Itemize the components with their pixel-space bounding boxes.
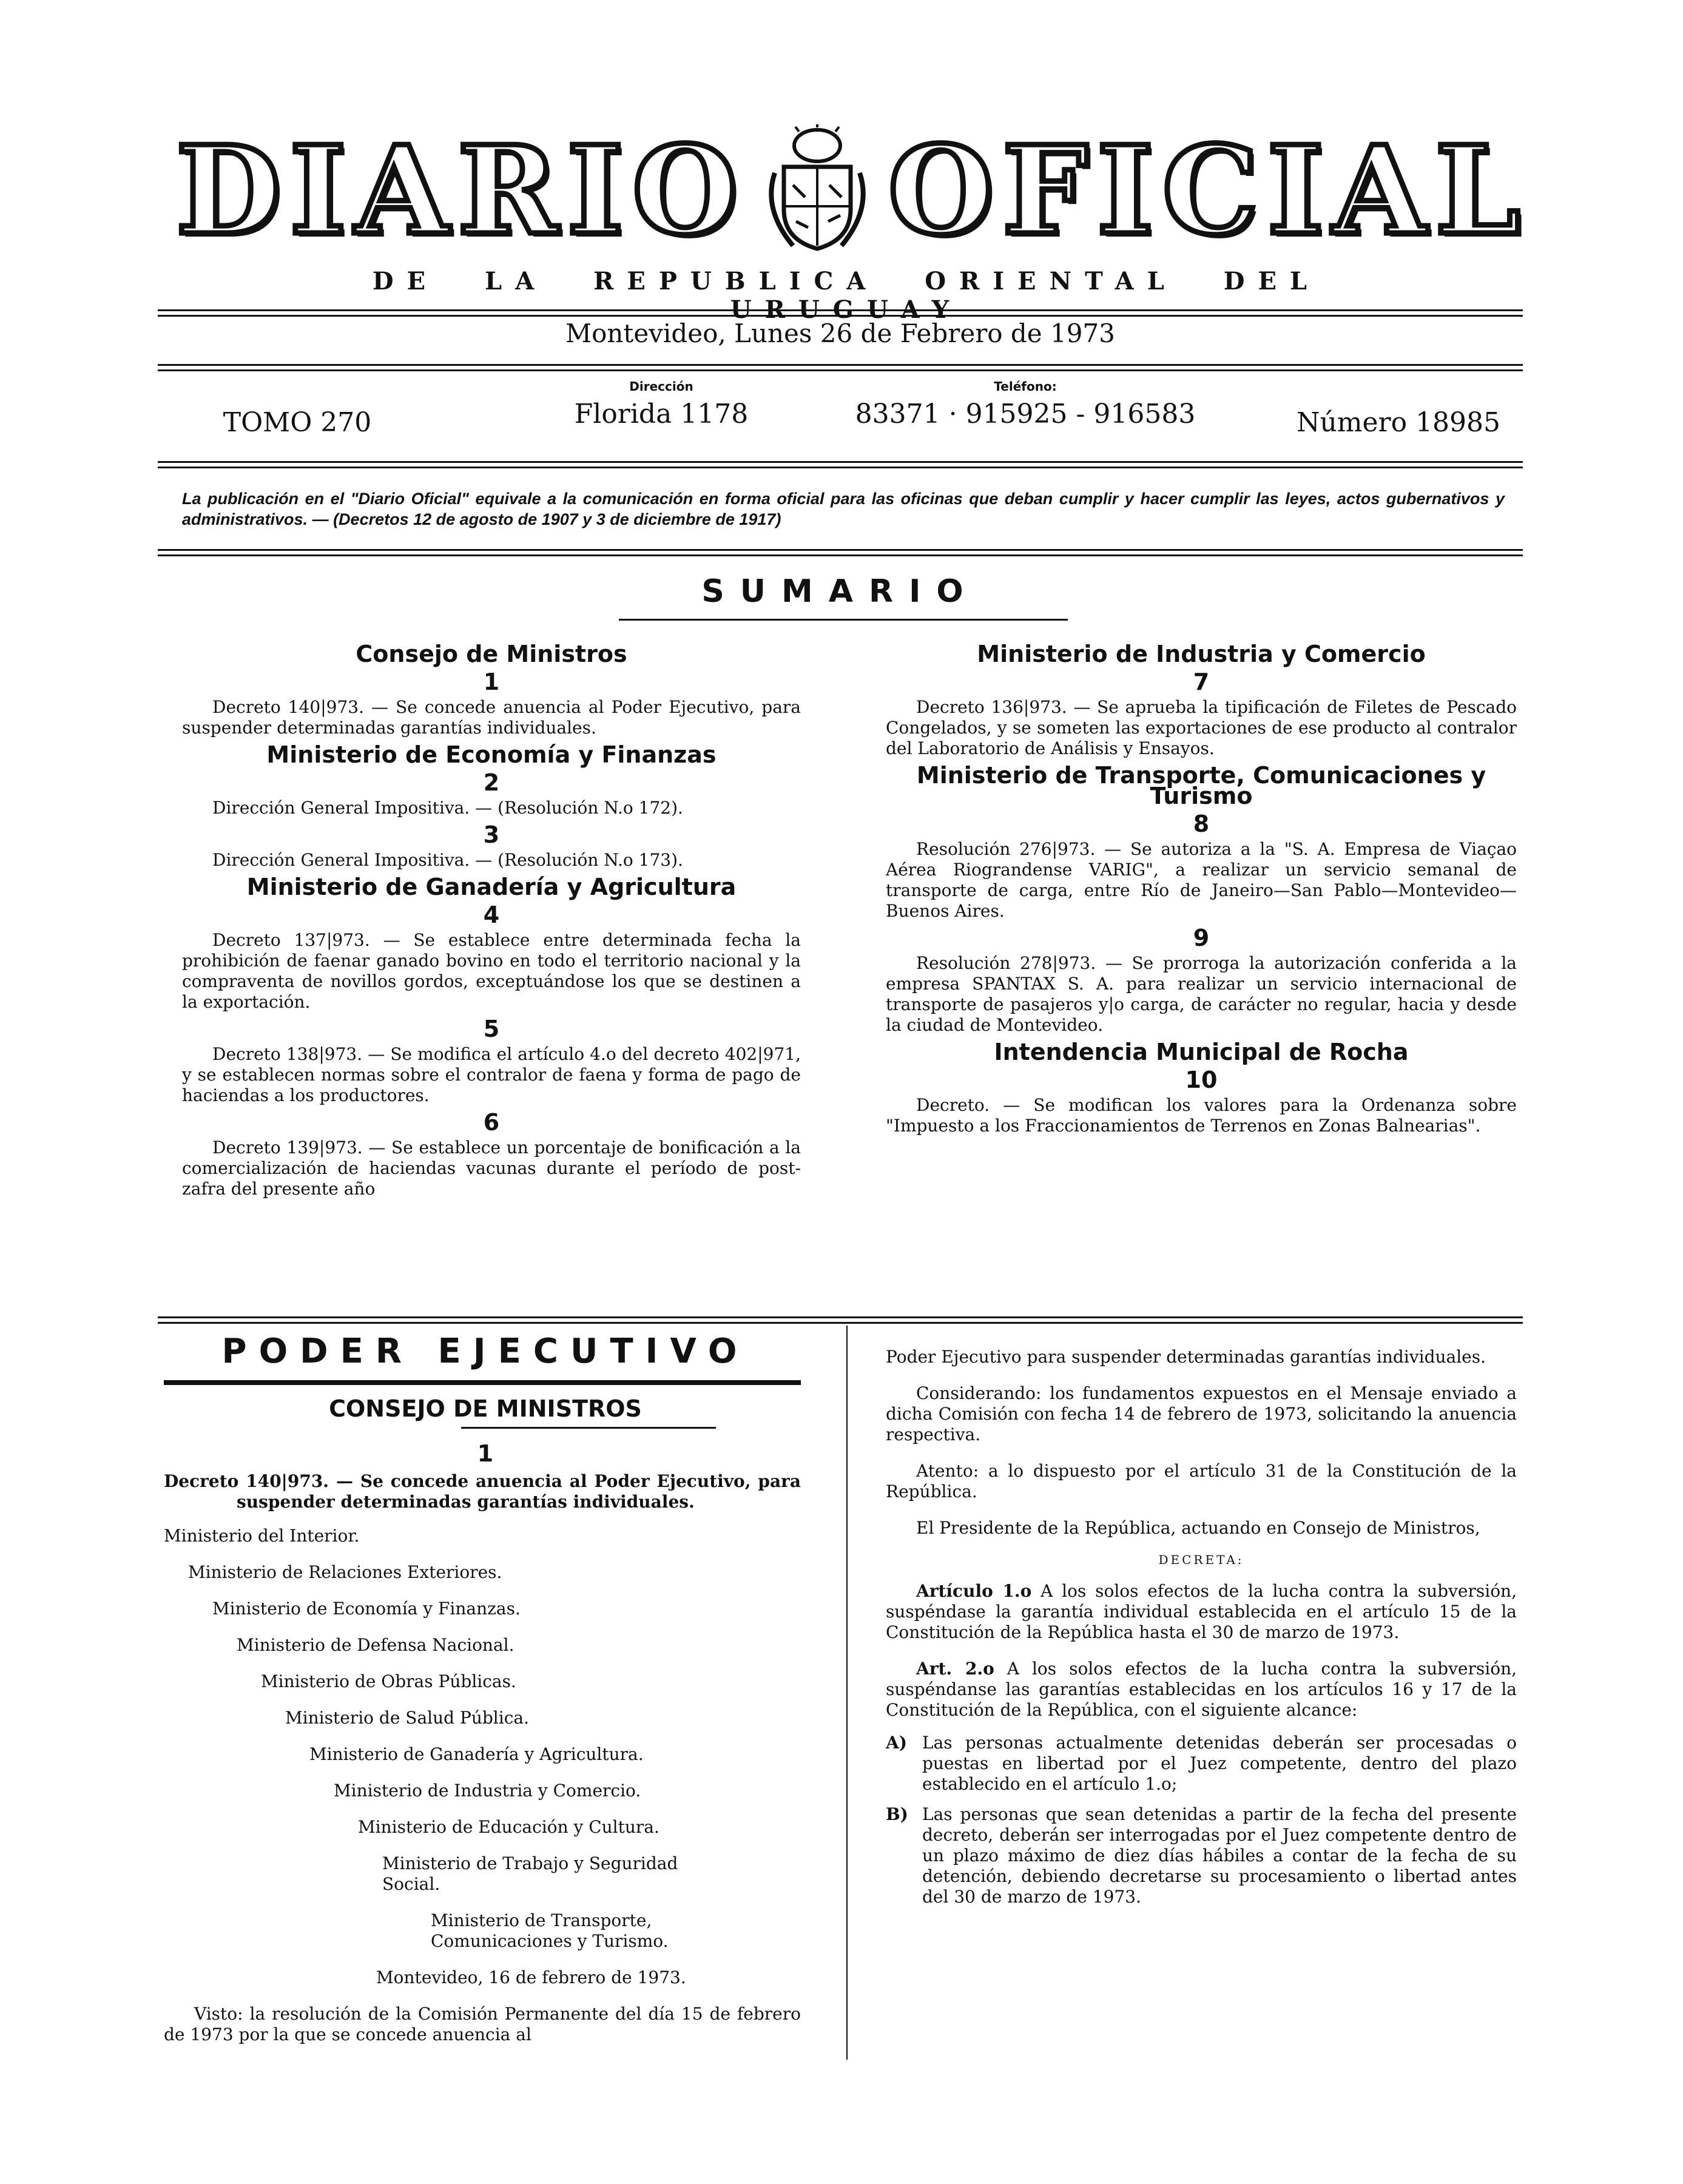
legal-notice: La publicación en el "Diario Oficial" equivale a la comunicación en forma oficial para las oficinas que deban cumplir y hacer cumplir las leyes, actos gubernativos y administrativos. — (Decretos 12 de agosto de 1907 y 3 de diciembre de 1917) (182, 490, 1505, 528)
divider (619, 619, 1068, 621)
telefono-label: Teléfono: (994, 379, 1057, 394)
masthead-title-right: OFICIAL (888, 120, 1529, 262)
divider (158, 549, 1523, 556)
item-a-label: A) (886, 1733, 907, 1753)
visto-paragraph: Visto: la resolución de la Comisión Permanente del día 15 de febrero de 1973 por la que se concede anuencia al (164, 2004, 801, 2044)
right-intro: Poder Ejecutivo para suspender determinadas garantías individuales. (886, 1347, 1486, 1367)
divider (158, 461, 1523, 468)
info-row (164, 379, 1529, 452)
sumario-number: 3 (483, 821, 500, 848)
sumario-section-head: Consejo de Ministros (356, 641, 627, 667)
sumario-entry: Decreto 140|973. — Se concede anuencia al Poder Ejecutivo, para suspender determinadas garantías individuales. (182, 697, 801, 738)
ministerio-line: Ministerio de Educación y Cultura. (358, 1817, 659, 1837)
poder-right-column (886, 1347, 1517, 1917)
item-b-text: Las personas que sean detenidas a partir de la fecha del presente decreto, deberán ser interrogadas por el Juez competente dentro de un plazo máximo de diez días hábiles a contar de la fecha de su detención, debiendo decretarse su procesamiento o libertad antes del 30 de marzo de 1973. (922, 1804, 1517, 1907)
numero: Número 18985 (1296, 407, 1501, 438)
sumario-right-column (886, 640, 1517, 1142)
ministerio-line: Ministerio de Industria y Comercio. (334, 1781, 641, 1801)
direccion-label: Dirección (629, 379, 693, 394)
sumario-entry: Resolución 278|973. — Se prorroga la autorización conferida a la empresa SPANTAX S. A. para realizar un servicio internacional de transporte de pasajeros y|o carga, de carácter no regular, hacia y desde la ciudad de Montevideo. (886, 953, 1517, 1035)
sumario-number: 8 (1193, 811, 1210, 837)
article-2-text: A los solos efectos de la lucha contra la subversión, suspéndanse las garantías establecidas en los artículos 16 y 17 de la Constitución de la República, con el siguiente alcance: (886, 1659, 1517, 1720)
article-1-text: A los solos efectos de la lucha contra la subversión, suspéndase la garantía individual establecida en el artículo 15 de la Constitución de la República hasta el 30 de marzo de 1973. (886, 1581, 1517, 1642)
sumario-number: 2 (483, 769, 500, 796)
sumario-entry: Decreto 138|973. — Se modifica el artículo 4.o del decreto 402|971, y se establecen normas sobre el contralor de faena y forma de pago de haciendas a los productores. (182, 1044, 801, 1105)
sumario-number: 5 (483, 1016, 500, 1042)
sumario-section-head: Ministerio de Transporte, Comunicaciones y Turismo (916, 762, 1486, 809)
divider (461, 1427, 716, 1429)
list-item (886, 1733, 1517, 1795)
sumario-entry: Dirección General Impositiva. — (Resolución N.o 173). (212, 850, 683, 870)
masthead (176, 120, 1529, 262)
sumario-number: 1 (483, 669, 500, 695)
decree-title: Decreto 140|973. — Se concede anuencia al Poder Ejecutivo, para suspender determinadas garantías individuales. (164, 1471, 801, 1512)
atento-paragraph: Atento: a lo dispuesto por el artículo 31 de la Constitución de la República. (886, 1461, 1517, 1502)
divider (158, 364, 1523, 371)
dateline: Montevideo, Lunes 26 de Febrero de 1973 (565, 318, 1115, 348)
sumario-number: 6 (483, 1109, 500, 1136)
column-divider (846, 1326, 848, 2060)
considerando-paragraph: Considerando: los fundamentos expuestos en el Mensaje enviado a dicha Comisión con fecha 14 de febrero de 1973, solicitando la anuencia respectiva. (886, 1383, 1517, 1444)
ministerio-line: Ministerio del Interior. (164, 1526, 360, 1546)
article-1-label: Artículo 1.o (916, 1581, 1032, 1601)
sumario-entry: Decreto. — Se modifican los valores para la Ordenanza sobre "Impuesto a los Fraccionamientos de Terrenos en Zonas Balnearias". (886, 1095, 1517, 1136)
masthead-title-left: DIARIO (176, 120, 747, 262)
item-a-text: Las personas actualmente detenidas deberán ser procesadas o puestas en libertad por el Juez competente, dentro del plazo establecido en el artículo 1.o; (922, 1733, 1517, 1794)
divider (164, 1380, 801, 1385)
divider (158, 309, 1523, 317)
ministerio-line: Ministerio de Trabajo y Seguridad Social. (382, 1853, 678, 1894)
sumario-section-head: Intendencia Municipal de Rocha (994, 1039, 1409, 1065)
sumario-entry: Resolución 276|973. — Se autoriza a la "S. A. Empresa de Viaçao Aérea Riograndense VARIG", a realizar un servicio semanal de transporte de carga, entre Río de Janeiro—San Pablo—Montevideo—Buenos Aires. (886, 839, 1517, 921)
sumario-number: 7 (1193, 669, 1210, 695)
sumario-entry: Decreto 136|973. — Se aprueba la tipificación de Filetes de Pescado Congelados, y se someten las exportaciones de ese producto al contralor del Laboratorio de Análisis y Ensayos. (886, 697, 1517, 758)
sumario-number: 9 (1193, 925, 1210, 951)
sumario-entry: Decreto 137|973. — Se establece entre determinada fecha la prohibición de faenar ganado bovino en todo el territorio nacional y la compraventa de novillos gordos, exceptuándose los que se destinen a la exportación. (182, 930, 801, 1012)
coat-of-arms-icon (757, 124, 878, 258)
ministerio-line: Ministerio de Economía y Finanzas. (212, 1599, 521, 1619)
telefono: 83371 · 915925 - 916583 (855, 399, 1196, 430)
poder-ejecutivo-heading: PODER EJECUTIVO (221, 1332, 749, 1371)
sumario-number: 4 (483, 902, 500, 928)
item-b-label: B) (886, 1804, 908, 1824)
ministerio-line: Ministerio de Relaciones Exteriores. (188, 1562, 502, 1582)
sumario-section-head: Ministerio de Ganadería y Agricultura (246, 874, 737, 900)
masthead-subtitle: DE LA REPUBLICA ORIENTAL DEL URUGUAY (372, 267, 1321, 324)
poder-left-column (164, 1471, 801, 2051)
sumario-title: SUMARIO (701, 573, 979, 610)
decree-date: Montevideo, 16 de febrero de 1973. (376, 1967, 686, 1987)
direccion: Florida 1178 (574, 399, 749, 430)
sumario-entry: Decreto 139|973. — Se establece un porcentaje de bonificación a la comercialización de haciendas vacunas durante el período de post-zafra del presente año (182, 1138, 801, 1199)
divider (158, 1316, 1523, 1324)
consejo-heading: CONSEJO DE MINISTROS (329, 1395, 642, 1422)
decree-number: 1 (477, 1440, 494, 1467)
decreta-label: DECRETA: (1158, 1552, 1244, 1567)
tomo: TOMO 270 (223, 407, 372, 438)
ministerio-line: Ministerio de Defensa Nacional. (237, 1635, 514, 1655)
sumario-section-head: Ministerio de Industria y Comercio (977, 641, 1426, 667)
sumario-entry: Dirección General Impositiva. — (Resolución N.o 172). (212, 798, 683, 818)
list-item (886, 1804, 1517, 1907)
sumario-section-head: Ministerio de Economía y Finanzas (266, 741, 717, 768)
sumario-number: 10 (1185, 1067, 1218, 1093)
presidente-paragraph: El Presidente de la República, actuando en Consejo de Ministros, (916, 1518, 1480, 1538)
article-2-label: Art. 2.o (916, 1659, 994, 1679)
ministerio-line: Ministerio de Salud Pública. (285, 1708, 529, 1728)
ministerio-line: Ministerio de Transporte, Comunicaciones y Turismo. (431, 1910, 669, 1951)
ministerio-line: Ministerio de Obras Públicas. (261, 1671, 516, 1691)
sumario-left-column (182, 640, 801, 1205)
ministerio-line: Ministerio de Ganadería y Agricultura. (309, 1744, 644, 1764)
